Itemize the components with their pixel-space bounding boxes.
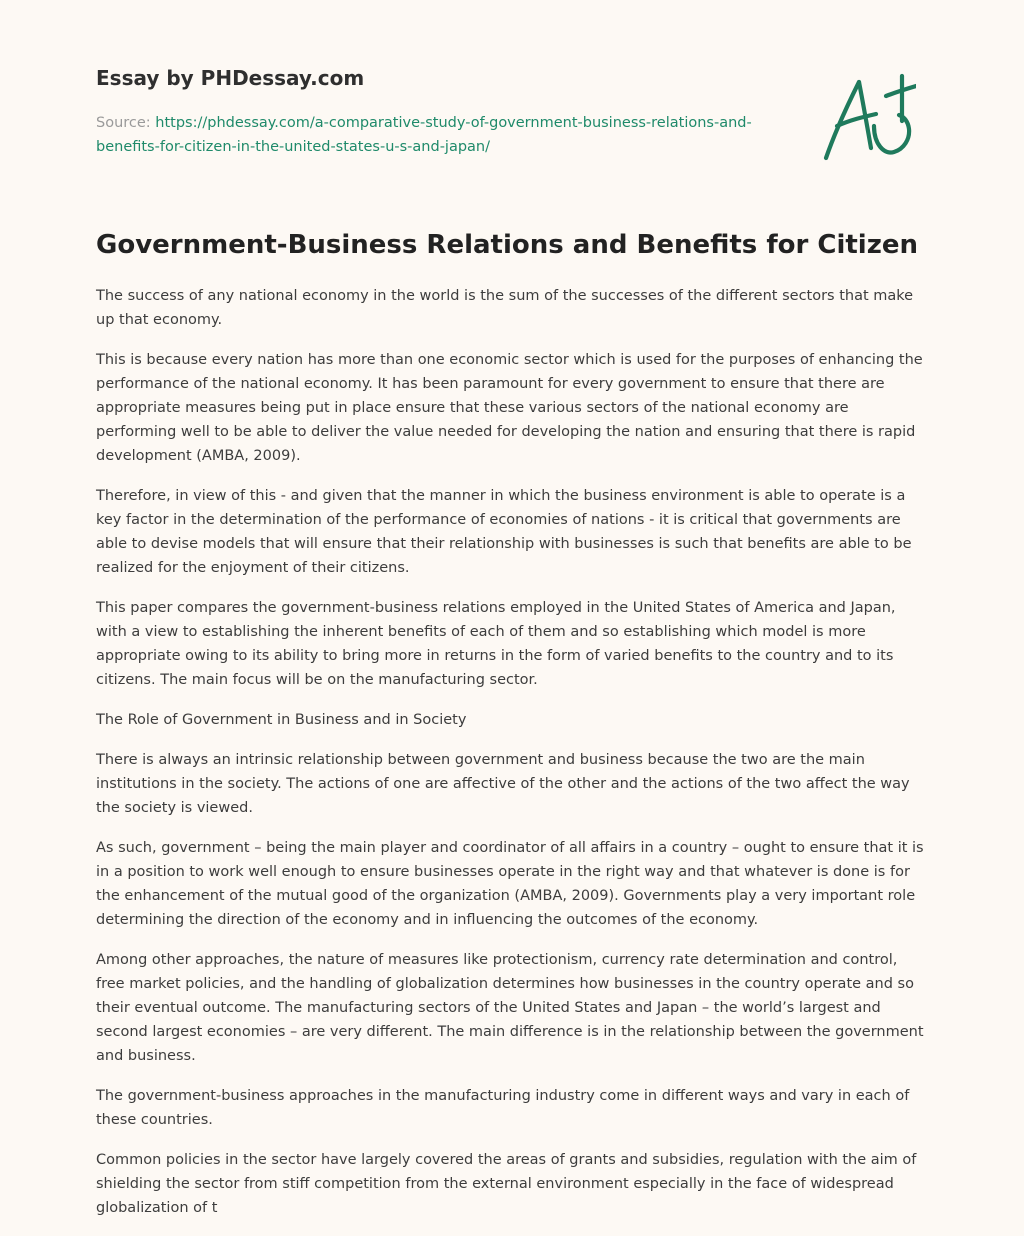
source-link[interactable]: https://phdessay.com/a-comparative-study-of-government-business-relations-and-benefits-for-citizen-in-the-united-states-u-s-and-japan/ xyxy=(96,115,752,155)
essay-paragraph: There is always an intrinsic relationship between government and business because the two are the main institutions in the society. The actions of one are affective of the other and the actions of the two affect the way the society is viewed. xyxy=(96,752,910,816)
essay-paragraph: Common policies in the sector have largely covered the areas of grants and subsidies, regulation with the aim of shielding the sector from stiff competition from the external environment especially in the face of widespread globalization of t xyxy=(96,1152,917,1216)
essay-title: Government-Business Relations and Benefits for Citizen xyxy=(96,230,918,260)
essay-paragraph: Therefore, in view of this - and given that the manner in which the business environment is able to operate is a key factor in the determination of the performance of economies of nations - it is critical that governments are able to devise models that will ensure that their relationship with businesses is such that benefits are able to be realized for the enjoyment of their citizens. xyxy=(96,488,912,576)
essay-paragraph: Among other approaches, the nature of measures like protectionism, currency rate determination and control, free market policies, and the handling of globalization determines how businesses in the country operate and so their eventual outcome. The manufacturing sectors of the United States and Japan – the world’s largest and second largest economies – are very different. The main difference is in the relationship between the government and business. xyxy=(96,952,924,1064)
essay-paragraph: This paper compares the government-business relations employed in the United States of America and Japan, with a view to establishing the inherent benefits of each of them and so establishing which model is more appropriate owing to its ability to bring more in returns in the form of varied benefits to the country and to its citizens. The main focus will be on the manufacturing sector. xyxy=(96,600,896,688)
section-heading: The Role of Government in Business and in Society xyxy=(96,712,467,728)
essay-paragraph: As such, government – being the main player and coordinator of all affairs in a country – ought to ensure that it is in a position to work well enough to ensure businesses operate in the right way and that whatever is done is for the enhancement of the mutual good of the organization (AMBA, 2009). Governments play a very important role determining the direction of the economy and in influencing the outcomes of the economy. xyxy=(96,840,924,928)
essay-paragraph: This is because every nation has more than one economic sector which is used for the purposes of enhancing the performance of the national economy. It has been paramount for every government to ensure that there are appropriate measures being put in place ensure that these various sectors of the national economy are performing well to be able to deliver the value needed for developing the nation and ensuring that there is rapid development (AMBA, 2009). xyxy=(96,352,923,464)
source-line xyxy=(96,111,756,159)
essay-paragraph: The success of any national economy in the world is the sum of the successes of the different sectors that make up that economy. xyxy=(96,288,914,328)
essay-body xyxy=(96,284,928,1236)
source-label: Source: xyxy=(96,115,156,131)
site-brand: Essay by PHDessay.com xyxy=(96,66,365,90)
a-plus-logo-icon xyxy=(816,70,916,162)
page-header xyxy=(96,0,928,200)
essay-paragraph: The government-business approaches in the manufacturing industry come in different ways and vary in each of these countries. xyxy=(96,1088,910,1128)
